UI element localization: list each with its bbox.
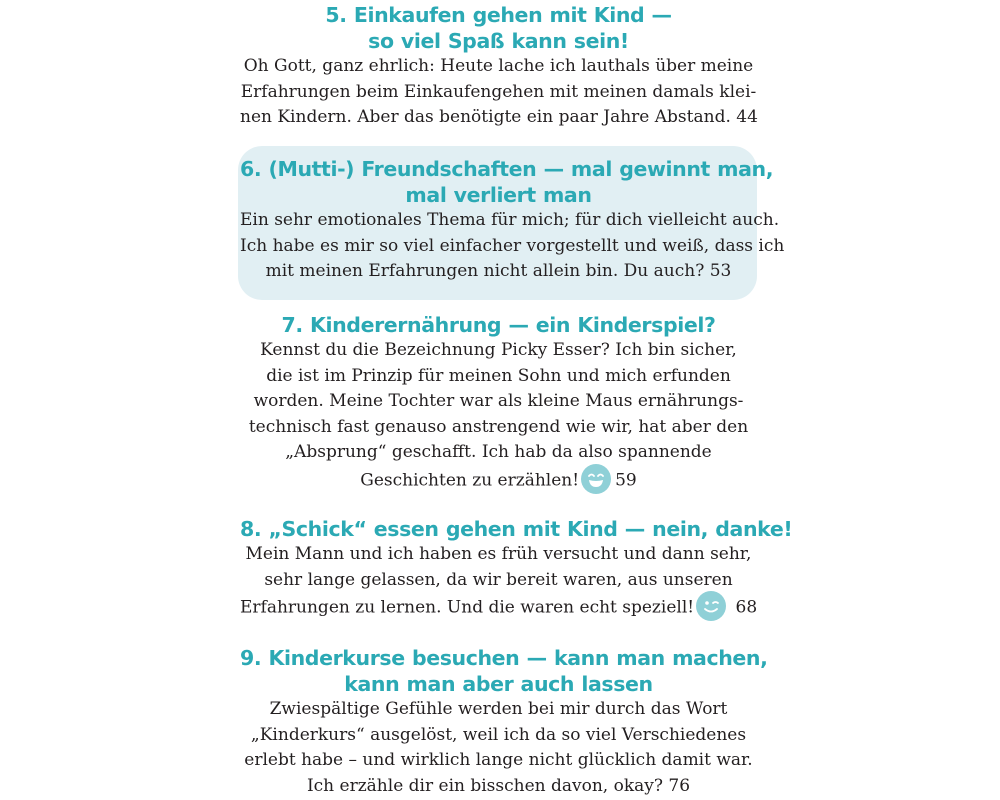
chapter-9-page-number: 76 bbox=[668, 775, 691, 796]
chapter-5-title[interactable] bbox=[240, 2, 757, 54]
chapter-5-desc-line-1: Oh Gott, ganz ehrlich: Heute lache ich lauthals über meine bbox=[243, 56, 754, 76]
toc-entry-9[interactable] bbox=[240, 645, 768, 799]
toc-entry-7[interactable] bbox=[240, 312, 757, 496]
chapter-7-desc-line-6: Geschichten zu erzählen! bbox=[360, 470, 580, 490]
chapter-9-desc-line-1: Zwiespältige Gefühle werden bei mir durch das Wort bbox=[269, 699, 728, 719]
laughing-emoji-icon bbox=[581, 464, 611, 494]
chapter-8-title[interactable] bbox=[240, 516, 793, 542]
chapter-5-desc-line-3: nen Kindern. Aber das benötigte ein paar Jahre Abstand. bbox=[240, 107, 731, 127]
toc-entry-8[interactable] bbox=[240, 516, 793, 623]
chapter-6-description bbox=[240, 208, 785, 285]
chapter-8-description bbox=[240, 542, 757, 623]
chapter-7-page-number: 59 bbox=[615, 470, 637, 490]
chapter-6-page-number: 53 bbox=[709, 261, 732, 281]
chapter-7-title[interactable] bbox=[240, 312, 757, 338]
chapter-9-description bbox=[240, 697, 757, 799]
chapter-8-desc-line-3: Erfahrungen zu lernen. Und die waren echt speziell! bbox=[240, 597, 695, 618]
chapter-6-desc-line-3: mit meinen Erfahrungen nicht allein bin. Du auch? bbox=[265, 261, 705, 281]
chapter-9-title-line-2: kann man aber auch lassen bbox=[344, 672, 653, 696]
chapter-7-desc-line-2: die ist im Prinzip für meinen Sohn und mich erfunden bbox=[266, 365, 731, 386]
chapter-9-desc-line-4: Ich erzähle dir ein bisschen davon, okay? bbox=[306, 775, 664, 796]
chapter-8-desc-line-1: Mein Mann und ich haben es früh versucht und dann sehr, bbox=[245, 544, 752, 564]
chapter-5-description bbox=[240, 54, 757, 131]
chapter-6-title-line-1: 6. (Mutti-) Freundschaften — mal gewinnt man, bbox=[240, 157, 774, 181]
toc-entry-6[interactable] bbox=[240, 156, 785, 285]
chapter-7-desc-line-5: „Absprung“ geschafft. Ich hab da also spannende bbox=[285, 442, 712, 462]
chapter-9-desc-line-3: erlebt habe – und wirklich lange nicht glücklich damit war. bbox=[244, 750, 753, 770]
chapter-8-title-line-1: 8. „Schick“ essen gehen mit Kind — nein, danke! bbox=[240, 517, 793, 541]
chapter-5-desc-line-2: Erfahrungen beim Einkaufengehen mit meinen damals klei- bbox=[240, 81, 757, 102]
chapter-9-title-line-1: 9. Kinderkurse besuchen — kann man machen, bbox=[240, 646, 768, 670]
chapter-7-desc-line-1: Kennst du die Bezeichnung Picky Esser? Ich bin sicher, bbox=[260, 340, 737, 360]
chapter-7-title-line-1: 7. Kinderernährung — ein Kinderspiel? bbox=[281, 313, 716, 337]
winking-emoji-icon bbox=[696, 591, 726, 621]
chapter-7-description bbox=[240, 338, 757, 496]
chapter-6-title[interactable] bbox=[240, 156, 774, 208]
chapter-7-desc-line-4: technisch fast genauso anstrengend wie wir, hat aber den bbox=[248, 416, 749, 437]
chapter-5-title-line-1: 5. Einkaufen gehen mit Kind — bbox=[325, 3, 672, 27]
chapter-8-page-number: 68 bbox=[735, 597, 758, 618]
chapter-6-desc-line-2: Ich habe es mir so viel einfacher vorgestellt und weiß, dass ich bbox=[240, 235, 785, 256]
chapter-9-title[interactable] bbox=[240, 645, 768, 697]
chapter-6-title-line-2: mal verliert man bbox=[405, 183, 592, 207]
toc-entry-5[interactable] bbox=[240, 2, 757, 131]
chapter-5-page-number: 44 bbox=[736, 107, 758, 127]
chapter-6-desc-line-1: Ein sehr emotionales Thema für mich; für dich vielleicht auch. bbox=[240, 210, 780, 230]
chapter-7-desc-line-3: worden. Meine Tochter war als kleine Maus ernährungs- bbox=[253, 391, 744, 411]
chapter-5-title-line-2: so viel Spaß kann sein! bbox=[368, 29, 629, 53]
chapter-8-desc-line-2: sehr lange gelassen, da wir bereit waren, aus unseren bbox=[264, 569, 733, 590]
chapter-9-desc-line-2: „Kinderkurs“ ausgelöst, weil ich da so viel Verschiedenes bbox=[250, 724, 747, 745]
